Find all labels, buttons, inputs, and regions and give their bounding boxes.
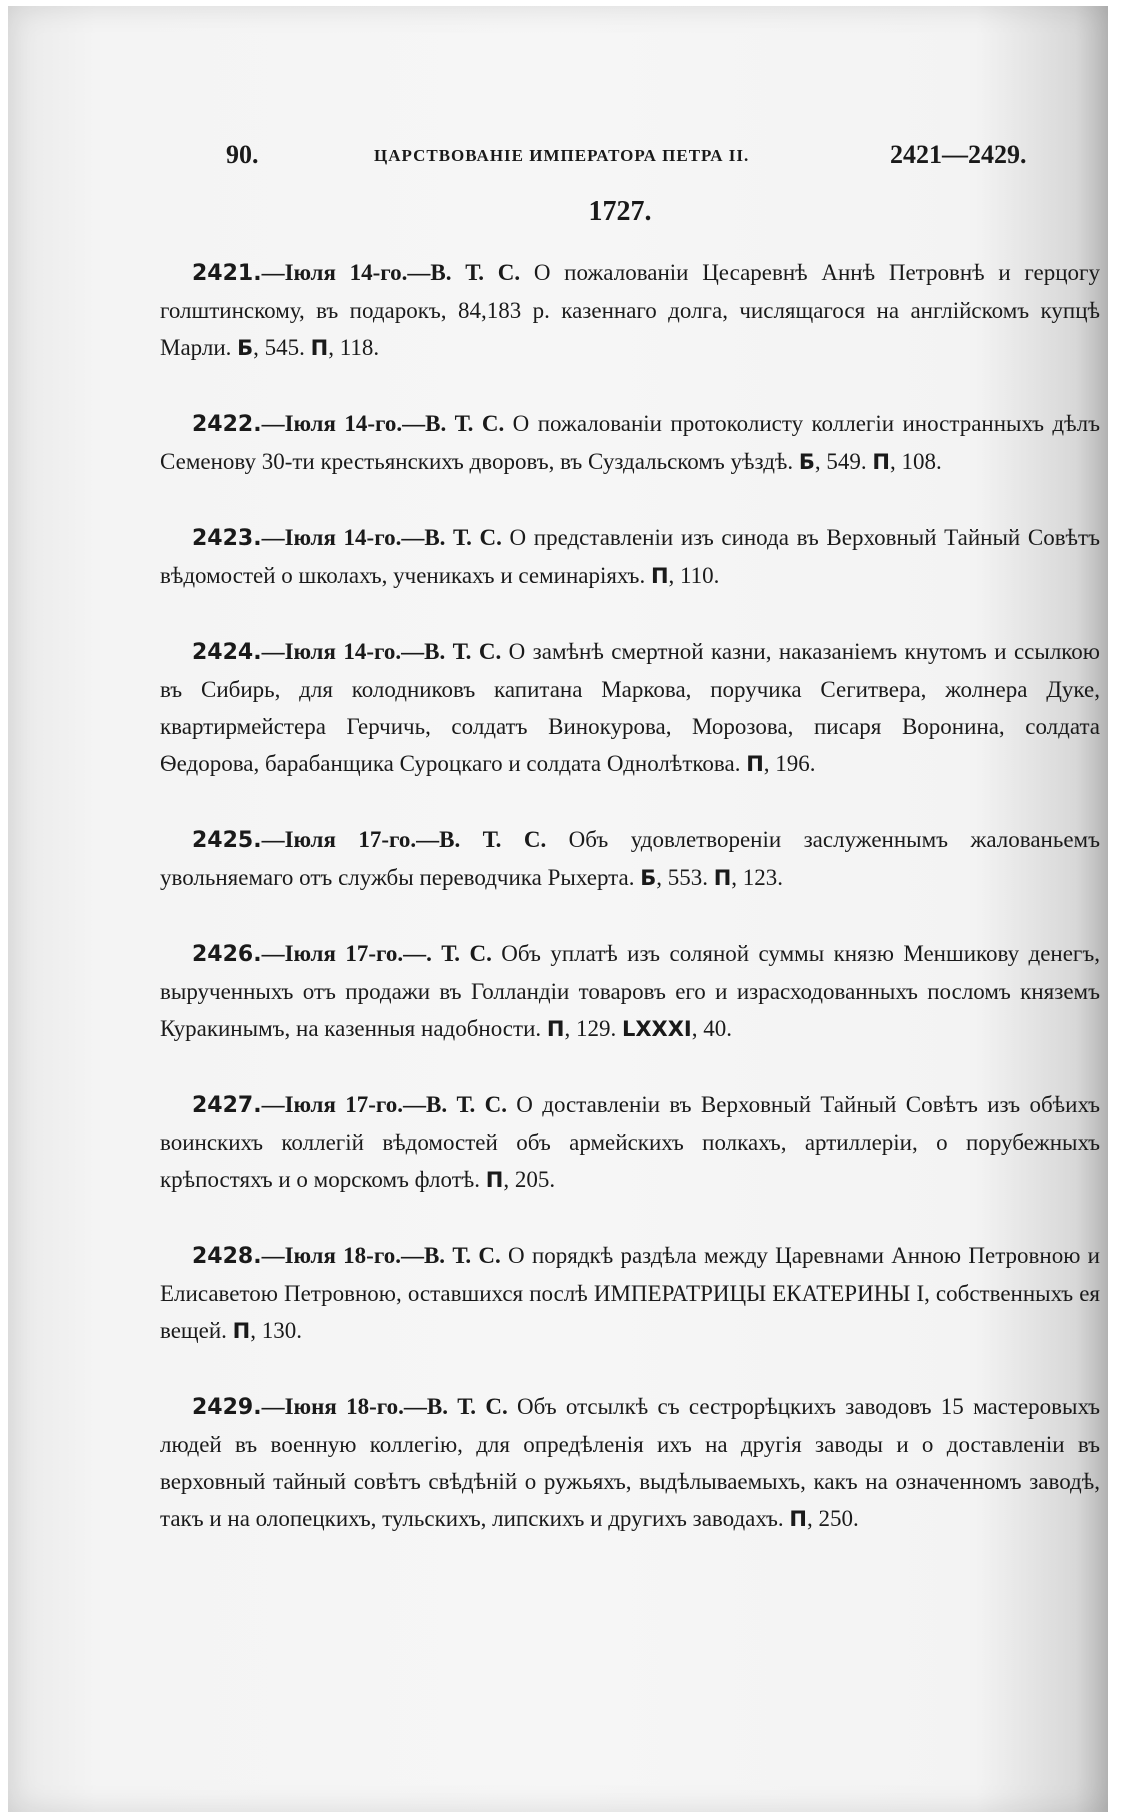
year-heading: 1727. <box>588 196 652 227</box>
source-code: П <box>232 1319 251 1343</box>
entry-text: О доставленіи въ Верховный Тайный Совѣтъ изъ обѣихъ воинскихъ коллегій вѣдомостей объ армейскихъ полкахъ, артиллеріи, о порубежныхъ крѣпостяхъ и о морскомъ флотѣ. <box>160 1092 1100 1192</box>
entry-2429 <box>160 1388 1100 1538</box>
entry-number: 2428. <box>192 1244 262 1269</box>
source-code: LXXXI <box>621 1017 692 1041</box>
entry-date: —Іюля 17-го.—В. Т. С. <box>261 1092 507 1117</box>
source-ref: , 196. <box>763 751 816 776</box>
entry-number: 2429. <box>192 1395 262 1420</box>
source-ref: , 118. <box>328 335 380 360</box>
entry-date: —Іюля 14-го.—В. Т. С. <box>261 525 502 550</box>
source-ref: , 129. <box>564 1016 622 1041</box>
entry-date: —Іюля 14-го.—В. Т. С. <box>261 639 502 664</box>
entry-number: 2425. <box>192 828 262 853</box>
entry-2426 <box>160 935 1100 1048</box>
entry-date: —Іюля 14-го.—В. Т. С. <box>261 411 505 436</box>
entry-date: —Іюля 17-го.—В. Т. С. <box>261 827 547 852</box>
source-ref: , 553. <box>656 865 714 890</box>
source-ref: , 40. <box>691 1016 732 1041</box>
entry-date: —Іюля 14-го.—В. Т. С. <box>261 260 521 285</box>
source-ref: , 545. <box>253 335 311 360</box>
page-number: 90. <box>226 140 259 169</box>
source-ref: , 110. <box>668 563 720 588</box>
source-code: П <box>546 1017 565 1041</box>
source-ref: , 250. <box>806 1506 859 1531</box>
source-ref: , 130. <box>250 1318 302 1343</box>
source-code: П <box>650 564 669 588</box>
entry-text: О пожалованіи Цесаревнѣ Аннѣ Петровнѣ и герцогу голштинскому, въ подарокъ, 84,183 р. казеннаго долга, числящагося на англійскомъ купцѣ Марли. <box>160 260 1100 360</box>
entry-2421 <box>160 254 1100 367</box>
entry-number: 2426. <box>192 942 262 967</box>
entry-2425 <box>160 821 1100 897</box>
entry-text: О представленіи изъ синода въ Верховный Тайный Совѣтъ вѣдомостей о школахъ, ученикахъ и семинаріяхъ. <box>160 525 1100 588</box>
entry-date: —Іюля 18-го.—В. Т. С. <box>261 1243 501 1268</box>
entry-2428 <box>160 1237 1100 1350</box>
source-code: П <box>746 752 764 776</box>
entry-text: О пожалованіи протоколисту коллегіи иностранныхъ дѣлъ Семенову 30-ти крестьянскихъ дворовъ, въ Суздальскомъ уѣздѣ. <box>160 411 1100 474</box>
source-code: П <box>485 1168 504 1192</box>
scanned-page <box>8 6 1108 1812</box>
entry-text: Объ отсылкѣ съ сестрорѣцкихъ заводовъ 15 мастеровыхъ людей въ военную коллегію, для опредѣленія ихъ на другія заводы и о доставленіи въ верховный тайный совѣтъ свѣдѣній о ружьяхъ, выдѣлываемыхъ, какъ на означенномъ заводѣ, такъ и на олопецкихъ, тульскихъ, липскихъ и другихъ заводахъ. <box>160 1394 1100 1531</box>
entries-list <box>160 254 1100 1538</box>
entry-number: 2427. <box>192 1093 262 1118</box>
page-header <box>160 136 1100 176</box>
source-code: П <box>872 450 890 474</box>
entry-number: 2423. <box>192 526 262 551</box>
entry-number: 2424. <box>192 640 262 665</box>
source-ref: , 123. <box>731 865 784 890</box>
source-code: Б <box>237 336 254 360</box>
source-code: Б <box>798 450 815 474</box>
entry-text: Объ удовлетвореніи заслуженнымъ жалованьемъ увольняемаго отъ службы переводчика Рыхерта. <box>160 827 1100 890</box>
entry-text: О замѣнѣ смертной казни, наказаніемъ кнутомъ и ссылкою въ Сибирь, для колодниковъ капитана Маркова, поручика Сегитвера, жолнера Дуке, квартирмейстера Герчичь, солдатъ Винокурова, Морозова, писаря Воронина, солдата Ѳедорова, барабанщика Суроцкаго и солдата Однолѣткова. <box>160 639 1100 776</box>
entry-text: Объ уплатѣ изъ соляной суммы князю Меншикову денегъ, вырученныхъ отъ продажи въ Голландіи товаровъ его и израсходованныхъ посломъ княземъ Куракинымъ, на казенныя надобности. <box>160 941 1101 1041</box>
source-ref: , 549. <box>814 449 873 474</box>
source-code: Б <box>640 866 657 890</box>
entry-2424 <box>160 633 1100 783</box>
entry-number: 2421. <box>192 261 262 286</box>
source-code: П <box>713 866 732 890</box>
entry-number: 2422. <box>192 412 262 437</box>
entry-2423 <box>160 519 1100 595</box>
entry-range: 2421—2429. <box>890 140 1027 169</box>
source-ref: , 108. <box>890 449 942 474</box>
source-ref: , 205. <box>503 1167 556 1192</box>
entry-2422 <box>160 405 1100 481</box>
entry-2427 <box>160 1086 1100 1199</box>
page-body <box>160 136 1100 1576</box>
source-code: П <box>789 1507 807 1531</box>
entry-date: —Іюня 18-го.—В. Т. С. <box>261 1394 508 1419</box>
running-title: ЦАРСТВОВАНІЕ ИМПЕРАТОРА ПЕТРА II. <box>374 146 750 165</box>
entry-date: —Іюля 17-го.—. Т. С. <box>261 941 492 966</box>
source-code: П <box>310 336 329 360</box>
entry-text: О порядкѣ раздѣла между Царевнами Анною Петровною и Елисаветою Петровною, оставшихся послѣ ИМПЕРАТРИЦЫ ЕКАТЕРИНЫ I, собственныхъ ея вещей. <box>160 1243 1100 1343</box>
